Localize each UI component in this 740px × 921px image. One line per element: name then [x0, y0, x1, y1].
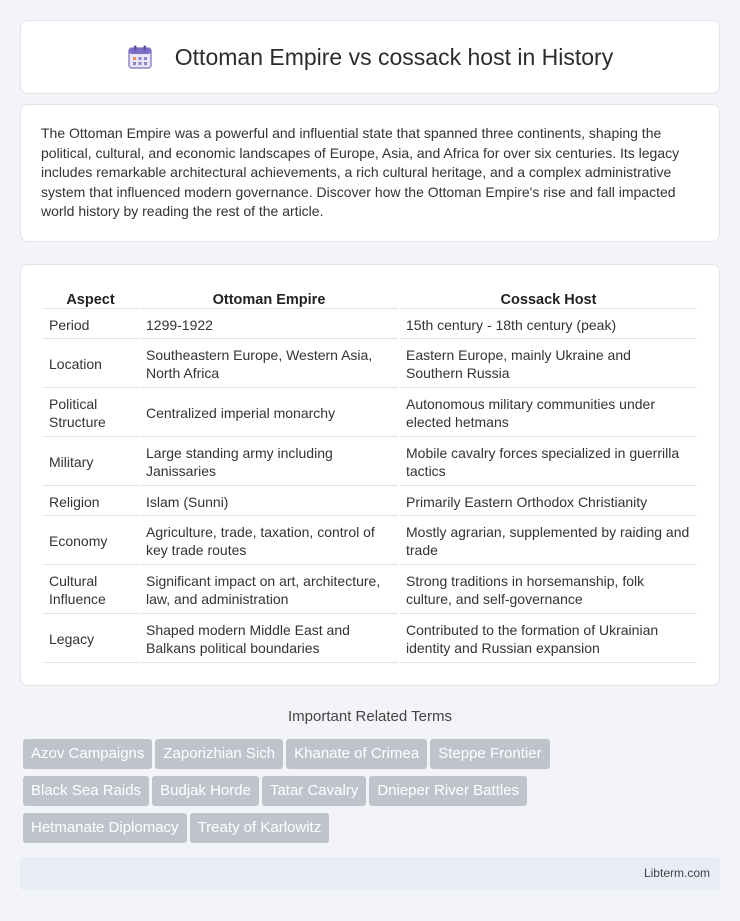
table-cell: Primarily Eastern Orthodox Christianity — [400, 488, 697, 516]
table-row — [43, 390, 697, 437]
table-cell: Cultural Influence — [43, 567, 138, 614]
footer-site-link[interactable]: Libterm.com — [643, 866, 710, 880]
related-term-tag[interactable]: Steppe Frontier — [430, 739, 549, 769]
table-cell: Location — [43, 341, 138, 388]
page-title: Ottoman Empire vs cossack host in History — [174, 43, 614, 70]
related-term-tag[interactable]: Khanate of Crimea — [286, 739, 427, 769]
header-ottoman: Ottoman Empire — [140, 287, 398, 309]
table-cell: Autonomous military communities under elected hetmans — [400, 390, 697, 437]
table-cell: 15th century - 18th century (peak) — [400, 311, 697, 339]
table-row — [43, 341, 697, 388]
related-term-tag[interactable]: Black Sea Raids — [23, 776, 149, 806]
table-cell: Centralized imperial monarchy — [140, 390, 398, 437]
header-cossack: Cossack Host — [400, 287, 697, 309]
table-header-row — [43, 287, 697, 309]
table-cell: Southeastern Europe, Western Asia, North Africa — [140, 341, 398, 388]
table-cell: Religion — [43, 488, 138, 516]
table-cell: Military — [43, 439, 138, 486]
table-cell: Shaped modern Middle East and Balkans political boundaries — [140, 616, 398, 663]
table-cell: Strong traditions in horsemanship, folk culture, and self-governance — [400, 567, 697, 614]
table-row — [43, 488, 697, 516]
related-term-tag[interactable]: Dnieper River Battles — [369, 776, 527, 806]
table-cell: 1299-1922 — [140, 311, 398, 339]
header-card — [20, 20, 720, 94]
table-cell: Legacy — [43, 616, 138, 663]
table-cell: Large standing army including Janissaries — [140, 439, 398, 486]
intro-card — [20, 104, 720, 242]
table-cell: Mobile cavalry forces specialized in guerrilla tactics — [400, 439, 697, 486]
comparison-table — [41, 285, 699, 665]
related-terms-title: Important Related Terms — [288, 708, 452, 725]
table-cell: Contributed to the formation of Ukrainian identity and Russian expansion — [400, 616, 697, 663]
related-terms-list — [23, 739, 723, 850]
table-row — [43, 439, 697, 486]
table-cell: Agriculture, trade, taxation, control of key trade routes — [140, 518, 398, 565]
table-row — [43, 616, 697, 663]
footer — [20, 857, 720, 890]
related-term-tag[interactable]: Tatar Cavalry — [262, 776, 366, 806]
related-term-tag[interactable]: Azov Campaigns — [23, 739, 152, 769]
intro-text: The Ottoman Empire was a powerful and influential state that spanned three continents, shaping the political, cultural, and economic landscapes of Europe, Asia, and Africa for over six centuries. Its legacy includes remarkable architectural achievements, a rich cultural heritage, and a complex administrative system that influenced modern governance. Discover how the Ottoman Empire's rise and fall impacted world history by reading the rest of the article. — [41, 125, 680, 220]
related-term-tag[interactable]: Hetmanate Diplomacy — [23, 813, 187, 843]
calendar-icon — [127, 44, 153, 70]
table-cell: Economy — [43, 518, 138, 565]
table-row — [43, 567, 697, 614]
header-aspect: Aspect — [43, 287, 138, 309]
table-cell: Significant impact on art, architecture, law, and administration — [140, 567, 398, 614]
table-cell: Islam (Sunni) — [140, 488, 398, 516]
related-term-tag[interactable]: Zaporizhian Sich — [155, 739, 283, 769]
comparison-card — [20, 264, 720, 686]
table-cell: Eastern Europe, mainly Ukraine and Southern Russia — [400, 341, 697, 388]
table-cell: Mostly agrarian, supplemented by raiding and trade — [400, 518, 697, 565]
related-term-tag[interactable]: Treaty of Karlowitz — [190, 813, 330, 843]
table-row — [43, 311, 697, 339]
table-cell: Period — [43, 311, 138, 339]
table-cell: Political Structure — [43, 390, 138, 437]
table-row — [43, 518, 697, 565]
related-term-tag[interactable]: Budjak Horde — [152, 776, 259, 806]
